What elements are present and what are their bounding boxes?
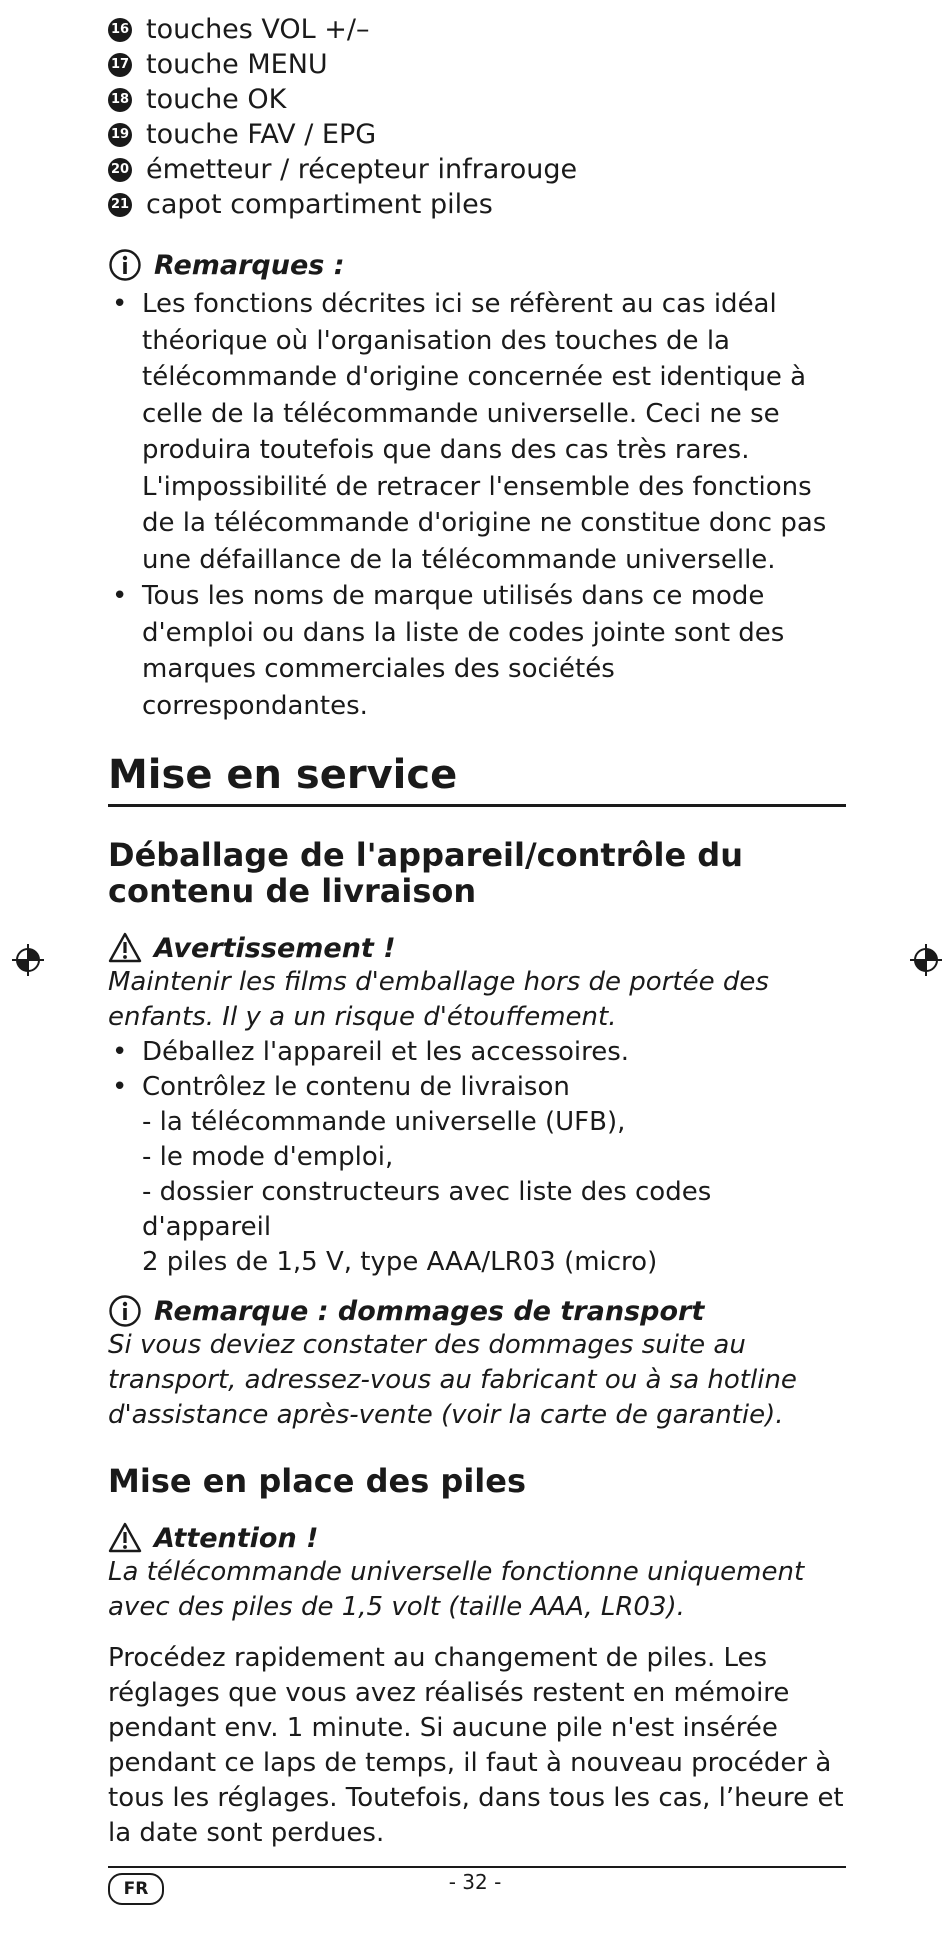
number-badge: 17 (108, 53, 132, 77)
attention-heading (108, 1521, 846, 1555)
list-item (108, 82, 846, 117)
info-icon (108, 1294, 142, 1328)
unpacking-heading: Déballage de l'appareil/contrôle du contenu de livraison (108, 836, 743, 910)
warning-triangle-icon (108, 931, 142, 965)
list-item-text: capot compartiment piles (146, 189, 493, 220)
attention-title: Attention ! (154, 1522, 319, 1554)
delivery-item: 2 piles de 1,5 V, type AAA/LR03 (micro) (142, 1247, 658, 1277)
list-item (108, 47, 846, 82)
remarks-heading (108, 248, 846, 282)
list-item (108, 187, 846, 222)
unpacking-bullet: • Contrôlez le contenu de livraison (108, 1070, 846, 1105)
transport-heading (108, 1294, 846, 1328)
warning-triangle-icon (108, 1521, 142, 1555)
list-item-text: touche MENU (146, 49, 328, 80)
warning-title: Avertissement ! (154, 932, 396, 964)
delivery-item: - le mode d'emploi, (142, 1142, 394, 1172)
list-item (108, 152, 846, 187)
number-badge: 21 (108, 193, 132, 217)
page-content (108, 0, 846, 1851)
number-badge: 16 (108, 18, 132, 42)
number-badge: 18 (108, 88, 132, 112)
number-badge: 20 (108, 158, 132, 182)
delivery-item: - la télécommande universelle (UFB), (142, 1107, 626, 1137)
registration-mark-icon (10, 942, 46, 978)
language-badge: FR (108, 1873, 164, 1905)
numbered-list (108, 12, 846, 222)
footer-divider (108, 1866, 846, 1868)
list-item-text: touches VOL +/– (146, 14, 370, 45)
batteries-paragraph: Procédez rapidement au changement de piles. Les réglages que vous avez réalisés restent en mémoire pendant env. 1 minute. Si aucune pile n'est insérée pendant ce laps de temps, il faut à nouveau procéder à tous les réglages. Toutefois, dans tous les cas, l’heure et la date sont perdues. (108, 1643, 844, 1848)
info-icon (108, 248, 142, 282)
registration-mark-icon (908, 942, 944, 978)
batteries-heading: Mise en place des piles (108, 1462, 526, 1500)
list-item-text: touche OK (146, 84, 287, 115)
list-item-text: émetteur / récepteur infrarouge (146, 154, 578, 185)
remarks-title: Remarques : (154, 249, 345, 281)
warning-heading (108, 931, 846, 965)
number-badge: 19 (108, 123, 132, 147)
section-title: Mise en service (108, 752, 846, 807)
transport-title: Remarque : dommages de transport (154, 1295, 705, 1327)
attention-text: La télécommande universelle fonctionne uniquement avec des piles de 1,5 volt (taille AAA, LR03). (108, 1557, 805, 1622)
list-item (108, 12, 846, 47)
unpacking-list (108, 1035, 846, 1105)
remark-bullet: • Les fonctions décrites ici se réfèrent au cas idéal théorique où l'organisation des touches de la télécommande d'origine concernée est identique à celle de la télécommande universelle. Ceci ne se produira toutefois que dans des cas très rares. L'impossibilité de retracer l'ensemble des fonctions de la télécommande d'origine ne constitue donc pas une défaillance de la télécommande universelle. (108, 286, 846, 578)
list-item-text: touche FAV / EPG (146, 119, 377, 150)
delivery-item: - dossier constructeurs avec liste des codes d'appareil (142, 1177, 712, 1242)
remarks-list (108, 286, 846, 724)
page-number: - 32 - (448, 1870, 502, 1894)
list-item (108, 117, 846, 152)
transport-text: Si vous deviez constater des dommages suite au transport, adressez-vous au fabricant ou à sa hotline d'assistance après-vente (voir la carte de garantie). (108, 1330, 797, 1430)
remark-bullet: • Tous les noms de marque utilisés dans ce mode d'emploi ou dans la liste de codes jointe sont des marques commerciales des sociétés correspondantes. (108, 578, 846, 724)
warning-text: Maintenir les films d'emballage hors de portée des enfants. Il y a un risque d'étouffement. (108, 967, 769, 1032)
unpacking-bullet: • Déballez l'appareil et les accessoires. (108, 1035, 846, 1070)
